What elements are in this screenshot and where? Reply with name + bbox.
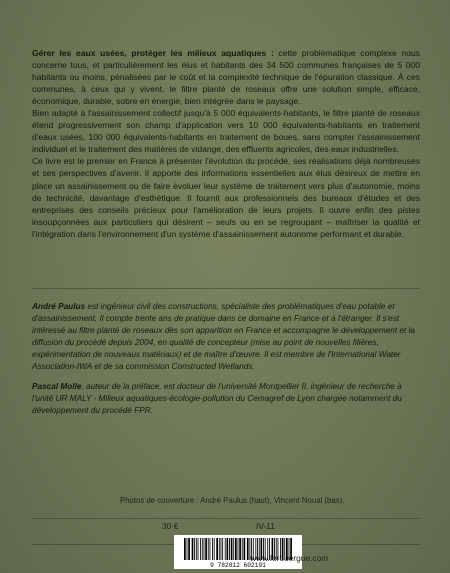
barcode-bar <box>216 538 218 560</box>
isbn-number: 9 782812 602191 <box>174 562 302 569</box>
barcode-bar <box>198 538 199 560</box>
price-label: 30 € <box>162 521 179 531</box>
edition-code: IV-11 <box>256 521 275 531</box>
barcode-bar <box>192 538 194 560</box>
author-bio-paulus <box>32 300 420 372</box>
barcode-bar <box>214 538 215 560</box>
barcode-bar <box>225 538 226 560</box>
barcode-bar <box>235 538 237 560</box>
barcode-bar <box>238 538 239 560</box>
photo-credits: Photos de couverture : André Paulus (haut), Vincent Noual (bas). <box>120 496 345 505</box>
barcode-bar <box>194 538 195 560</box>
description-paragraph-1 <box>32 47 420 107</box>
barcode-bar <box>233 538 234 560</box>
barcode-bar <box>202 538 203 560</box>
barcode-bar <box>247 538 249 560</box>
footer-divider <box>32 518 420 519</box>
author-bio-text: est ingénieur civil des constructions, spécialiste des problématiques d'eau potable et d'assainissement. Il compte trente ans de pratique dans ce domaine en France et à l'étranger. Il s'est intéressé au filtre planté de roseaux dès son apparition en France et accompagne le développement et la diffusion du procédé depuis 2004, en qualité de concepteur (mise au point de nouvelles filières, expérimentation de nouveaux matériaux) et de maître d'œuvre. Il est membre de l'International Water Association-IWA et de sa commission Constructed Wetlands. <box>32 301 415 372</box>
description-lead-text: cette problématique complexe nous concerne tous, et particulièrement les élus et habitants des 34 500 communes françaises de 5 000 habitants ou moins, pénalisées par le coût et la complexité technique de l'épuration classique. À ces communes, à ceux qui y vivent, le filtre planté de roseaux offre une solution simple, efficace, économique, durable, sobre en énergie, bien intégrée dans le paysage. <box>32 48 420 107</box>
barcode-bar <box>231 538 233 560</box>
barcode-bar <box>196 538 197 560</box>
barcode-bar <box>204 538 205 560</box>
barcode-bar <box>184 538 186 560</box>
author-bio-molle <box>32 380 420 416</box>
description-paragraph-2: Bien adapté à l'assainissement collectif jusqu'à 5 000 équivalents-habitants, le filtre planté de roseaux étend progressivement son champ d'application vers 10 000 équivalents-habitants en traitement d'eaux usées, 100 000 équivalents-habitants en traitement de boues, sans compter l'assainissement individuel et le traitement des matières de vidange, des effluents agricoles, des eaux industrielles. <box>32 108 420 155</box>
barcode-bar <box>187 538 188 560</box>
barcode-bar <box>242 538 243 560</box>
author-bio-text: , auteur de la préface, est docteur de l'université Montpellier II, ingénieur de recherche à l'unité UR MALY - Milieux aquatiques-écologie-pollution du Cemagref de Lyon chargée notamment du développement du procédé FPR. <box>32 381 402 416</box>
barcode-bar <box>227 538 229 560</box>
barcode-bar <box>219 538 220 560</box>
description-lead-bold: Gérer les eaux usées, protéger les milieux aquatiques : <box>32 48 274 58</box>
barcode-bar <box>239 538 241 560</box>
barcode-bar <box>212 538 213 560</box>
section-divider <box>32 288 420 289</box>
barcode-bar <box>221 538 222 560</box>
author-name: Pascal Molle <box>32 381 82 392</box>
barcode-bar <box>188 538 190 560</box>
description-block <box>32 47 420 240</box>
barcode-bar <box>210 538 211 560</box>
barcode-bar <box>205 538 207 560</box>
barcode-bar <box>229 538 230 560</box>
barcode-bar <box>244 538 246 560</box>
author-name: André Paulus <box>32 301 86 311</box>
author-bios <box>32 300 420 416</box>
barcode-bar <box>200 538 201 560</box>
description-paragraph-3: Ce livre est le premier en France à présenter l'évolution du procédé, ses réalisations déjà nombreuses et ses perspectives d'avenir. Il apporte des informations essentielles aux élus désireux de mettre en place un assainissement ou de faire évoluer leur système de traitement vers plus d'autonomie, moins de technicité, davantage d'esthétique. Il fournit aux professionnels des bureaux d'études et des entreprises des conseils précieux pour l'amélioration de leurs projets. Il ouvre enfin des pistes insoupçonnées aux particuliers qui désirent – seuls ou en se regroupant – maîtriser la qualité et l'intégration dans l'environnement d'un système d'assainissement autonome performant et durable. <box>32 156 420 239</box>
isbn-barcode <box>174 535 302 569</box>
barcode-bar <box>208 538 209 560</box>
barcode-bar <box>222 538 223 560</box>
publisher-website[interactable]: www.lerouergue.com <box>250 553 329 563</box>
